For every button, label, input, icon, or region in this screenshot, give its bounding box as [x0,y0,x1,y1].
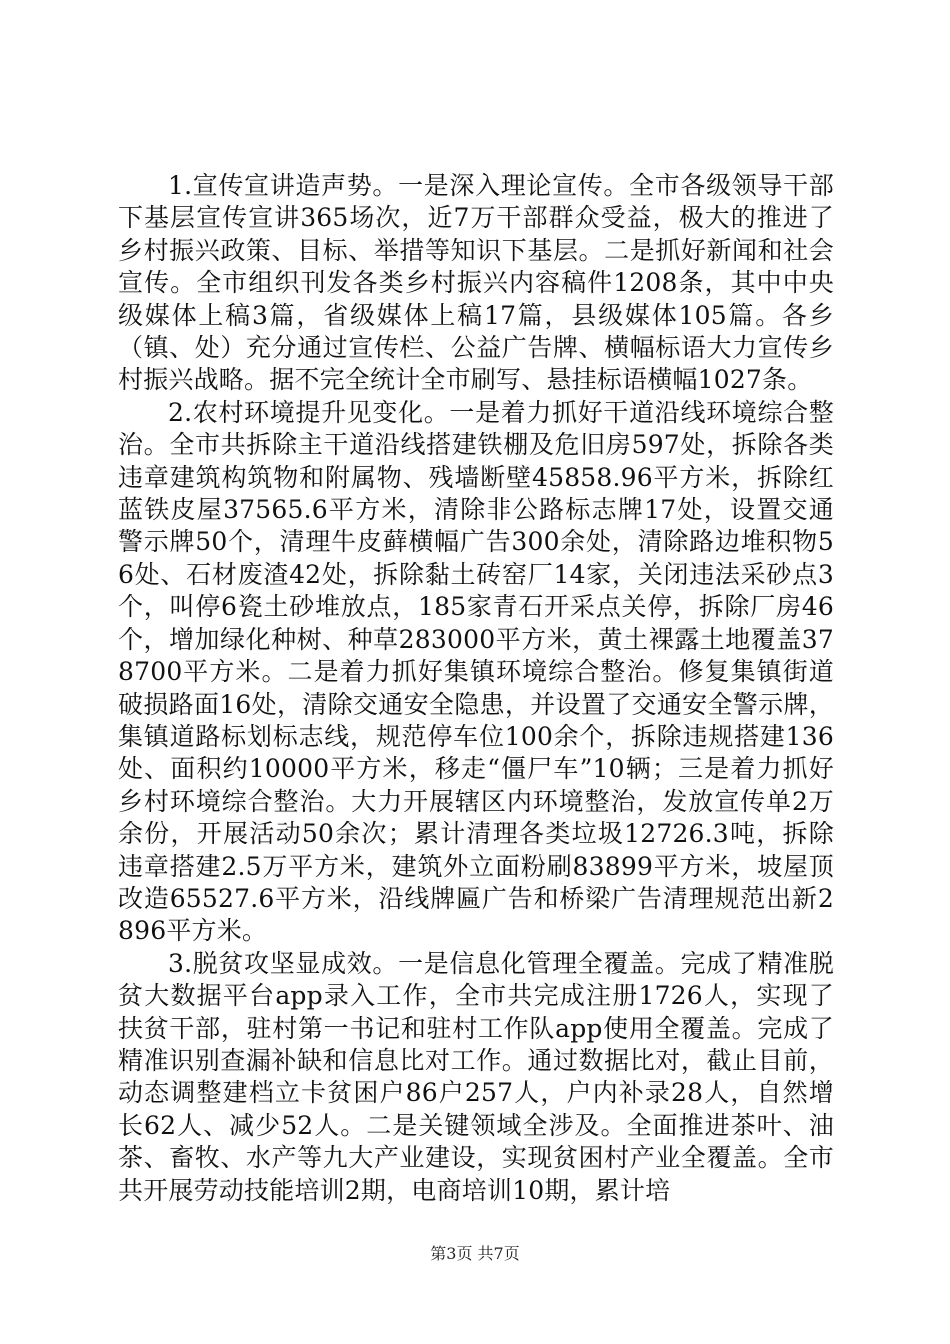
page-number: 第3页 共7页 [430,1244,520,1263]
paragraph-propaganda: 1.宣传宣讲造声势。一是深入理论宣传。全市各级领导干部下基层宣传宣讲365场次，近7万干部群众受益，极大的推进了乡村振兴政策、目标、举措等知识下基层。二是抓好新闻和社会宣传。全市组织刊发各类乡村振兴内容稿件1208条，其中中央级媒体上稿3篇，省级媒体上稿17篇，县级媒体105篇。各乡（镇、处）充分通过宣传栏、公益广告牌、横幅标语大力宣传乡村振兴战略。据不完全统计全市刷写、悬挂标语横幅1027条。 [118,171,834,395]
paragraph-environment: 2.农村环境提升见变化。一是着力抓好干道沿线环境综合整治。全市共拆除主干道沿线搭建铁棚及危旧房597处，拆除各类违章建筑构筑物和附属物、残墙断壁45858.96平方米，拆除红蓝铁皮屋37565.6平方米，清除非公路标志牌17处，设置交通警示牌50个，清理牛皮藓横幅广告300余处，清除路边堆积物56处、石材废渣42处，拆除黏土砖窑厂14家，关闭违法采砂点3个，叫停6瓷土砂堆放点，185家青石开采点关停，拆除厂房46个，增加绿化种树、种草283000平方米，黄土裸露土地覆盖378700平方米。二是着力抓好集镇环境综合整治。修复集镇街道破损路面16处，清除交通安全隐患，并设置了交通安全警示牌，集镇道路标划标志线，规范停车位100余个，拆除违规搭建136处、面积约10000平方米，移走“僵尸车”10辆；三是着力抓好乡村环境综合整治。大力开展辖区内环境整治，发放宣传单2万余份，开展活动50余次；累计清理各类垃圾12726.3吨，拆除违章搭建2.5万平方米，建筑外立面粉刷83899平方米，坡屋顶改造65527.6平方米，沿线牌匾广告和桥梁广告清理规范出新2896平方米。 [118,397,834,946]
page-footer [0,1244,950,1264]
document-body [118,170,834,1207]
paragraph-poverty-alleviation: 3.脱贫攻坚显成效。一是信息化管理全覆盖。完成了精准脱贫大数据平台app录入工作，全市共完成注册1726人，实现了扶贫干部，驻村第一书记和驻村工作队app使用全覆盖。完成了精准识别查漏补缺和信息比对工作。通过数据比对，截止目前，动态调整建档立卡贫困户86户257人，户内补录28人，自然增长62人、减少52人。二是关键领域全涉及。全面推进茶叶、油茶、畜牧、水产等九大产业建设，实现贫困村产业全覆盖。全市共开展劳动技能培训2期，电商培训10期，累计培 [118,948,834,1205]
